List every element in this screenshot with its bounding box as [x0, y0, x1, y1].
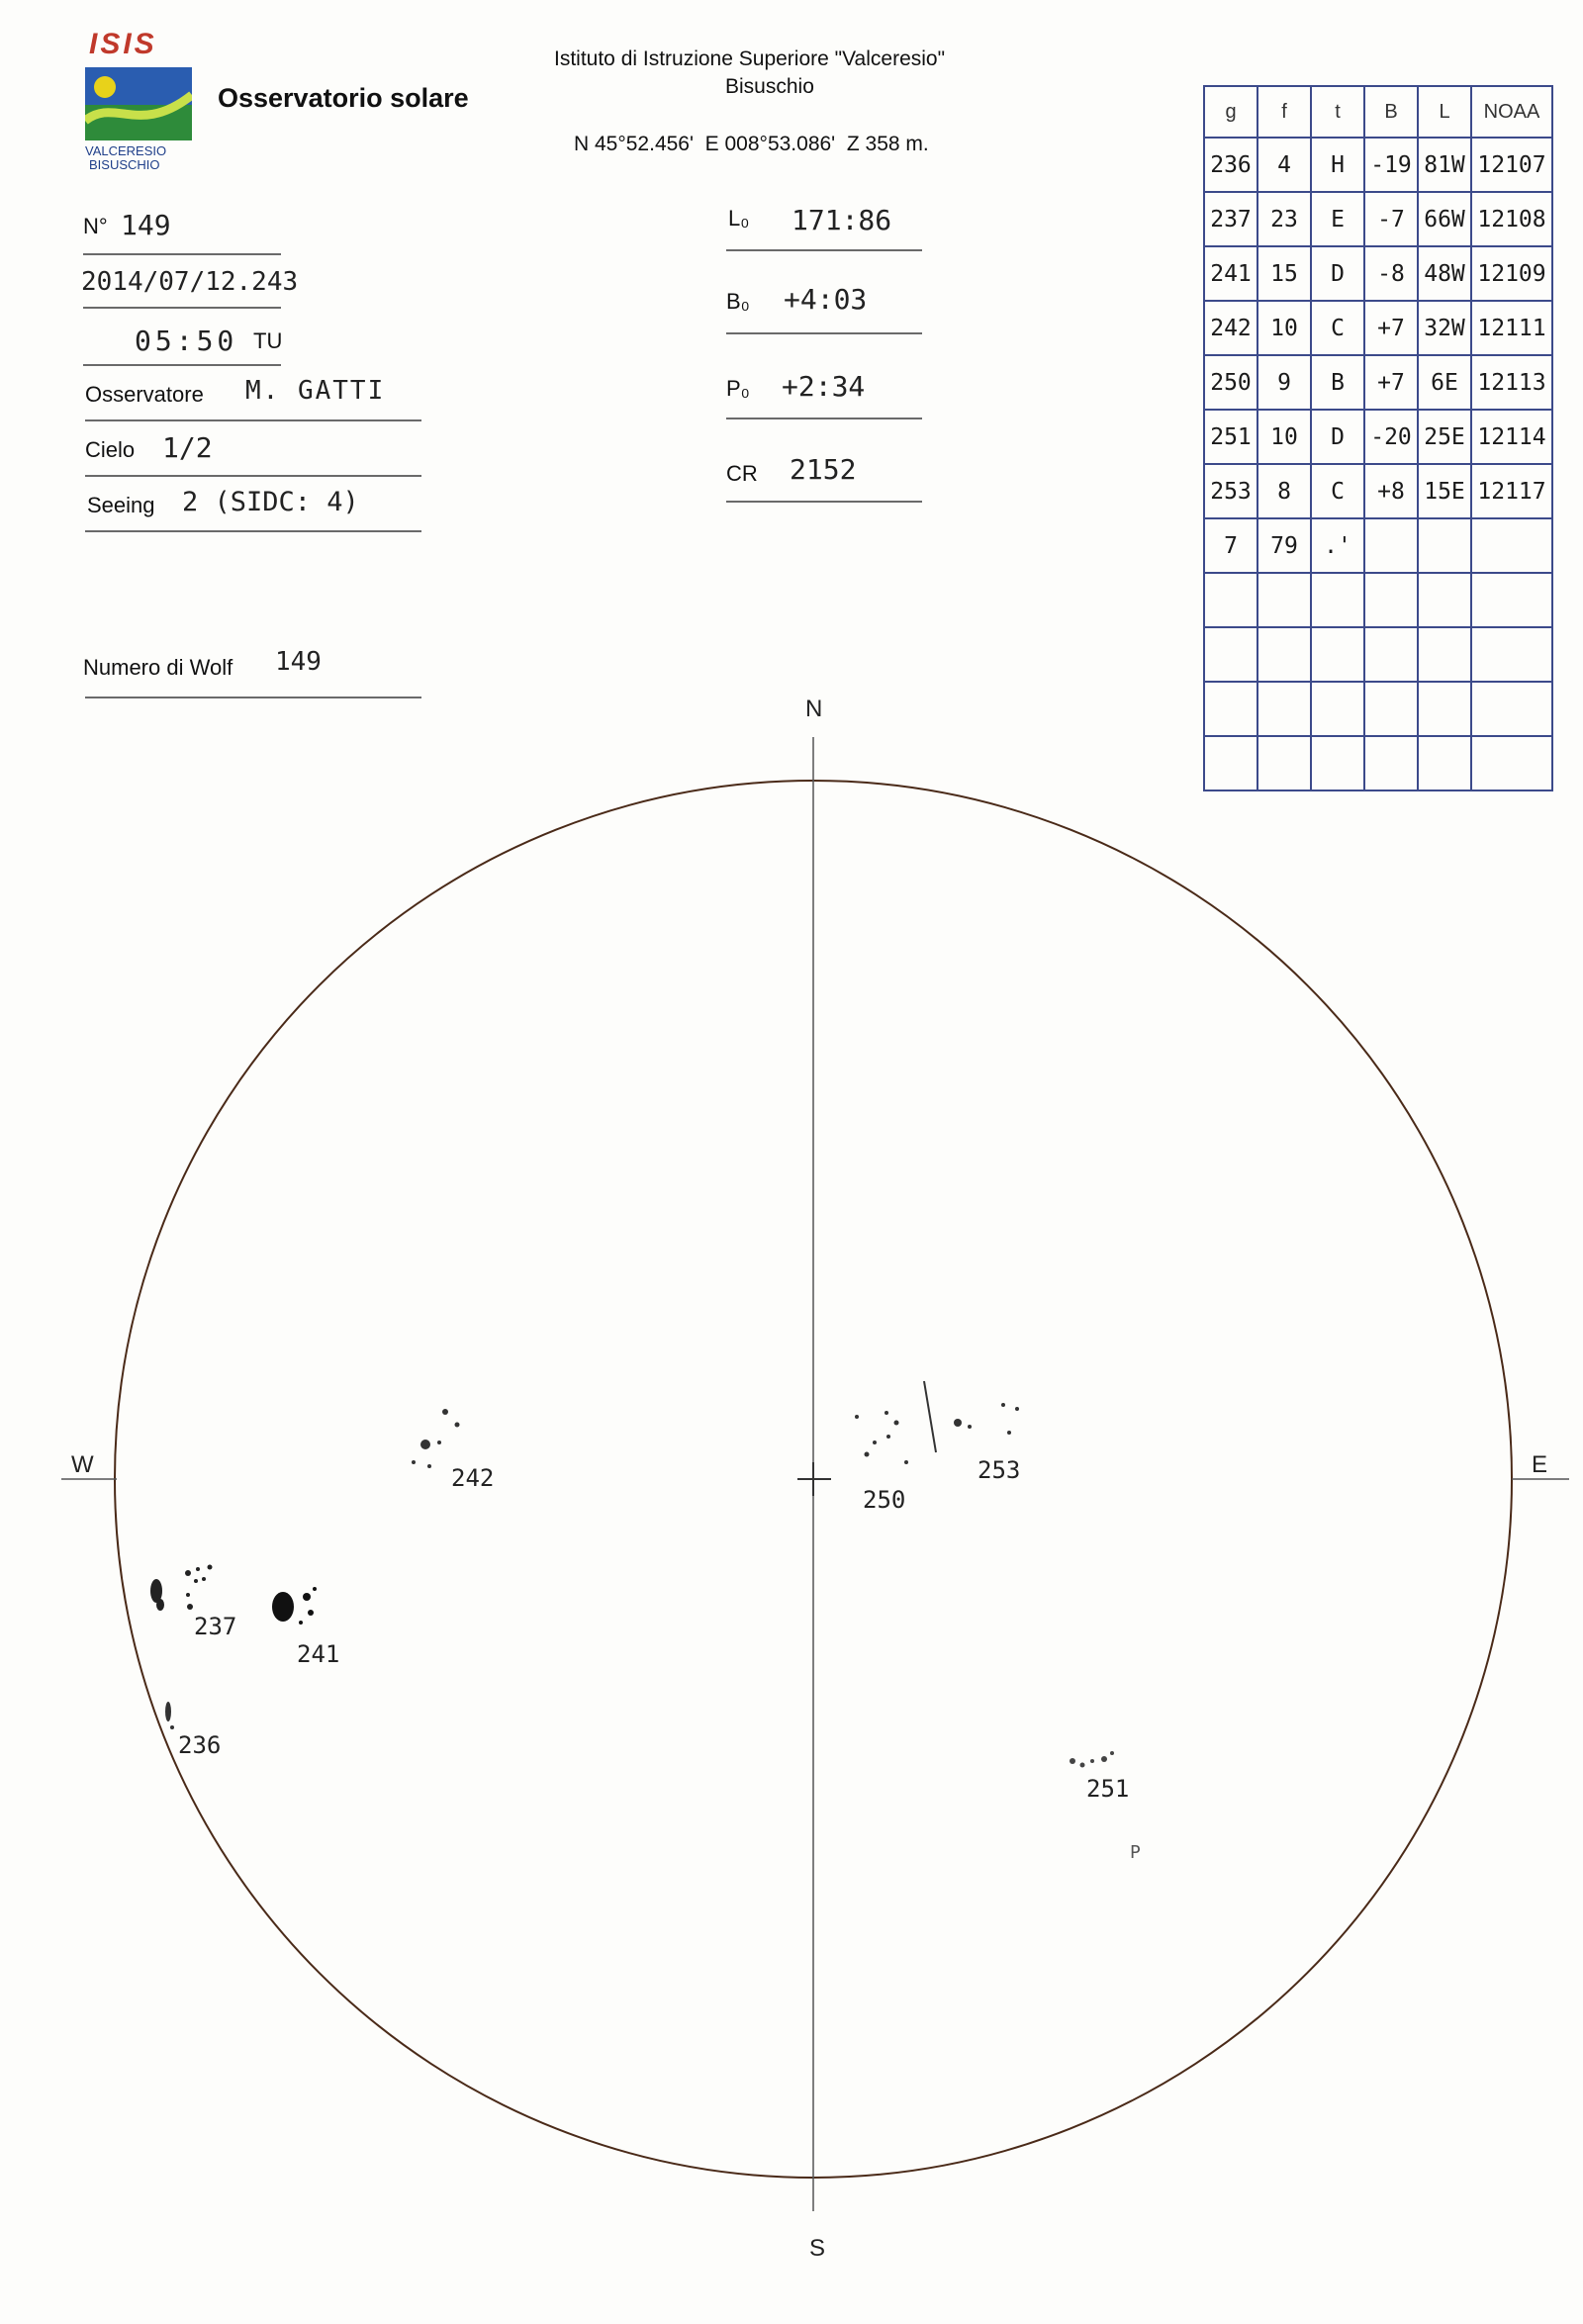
compass-north: N: [805, 696, 823, 722]
table-header-cell: L: [1418, 86, 1471, 138]
page-title: Osservatorio solare: [218, 83, 469, 113]
table-header-cell: g: [1204, 86, 1257, 138]
logo-line2: BISUSCHIO: [89, 157, 160, 172]
group-label-236: 236: [178, 1731, 222, 1759]
spot-group-236: [165, 1702, 174, 1729]
L0-value: 171:86: [792, 204, 892, 236]
table-cell: 12117: [1471, 464, 1552, 518]
note-p: P: [1130, 1842, 1141, 1863]
number-label: N°: [83, 214, 108, 238]
sky-value: 1/2: [162, 431, 213, 464]
table-cell: +7: [1364, 355, 1418, 410]
table-cell: 12107: [1471, 138, 1552, 192]
table-cell: D: [1311, 410, 1364, 464]
table-cell: C: [1311, 301, 1364, 355]
table-cell: 236: [1204, 138, 1257, 192]
table-cell: 250: [1204, 355, 1257, 410]
spot-group-242: [412, 1409, 460, 1468]
table-cell: 25E: [1418, 410, 1471, 464]
CR-label: CR: [726, 461, 758, 486]
B0-value: +4:03: [784, 283, 868, 316]
table-cell: +7: [1364, 301, 1418, 355]
wolf-label: Numero di Wolf: [83, 655, 233, 680]
group-label-241: 241: [297, 1640, 340, 1668]
observer-value: M. GATTI: [245, 376, 386, 406]
P0-value: +2:34: [782, 370, 866, 403]
sky-label: Cielo: [85, 437, 136, 462]
compass-south: S: [809, 2235, 826, 2262]
spot-group-253: [954, 1403, 1019, 1435]
table-cell: -8: [1364, 246, 1418, 301]
table-cell: 242: [1204, 301, 1257, 355]
institute-town: Bisuschio: [725, 75, 814, 98]
table-cell: 79: [1257, 518, 1311, 573]
seeing-value: 2 (SIDC: 4): [182, 487, 359, 517]
group-label-250: 250: [863, 1486, 906, 1514]
P0-label: P₀: [726, 376, 750, 401]
spot-group-251: [1070, 1751, 1114, 1768]
table-cell: 15E: [1418, 464, 1471, 518]
observatory-coords: N 45°52.456' E 008°53.086' Z 358 m.: [574, 133, 929, 155]
B0-label: B₀: [726, 289, 750, 314]
logo-word: ISIS: [89, 28, 157, 60]
time-unit: TU: [253, 328, 283, 353]
time-value: 05:50: [135, 325, 238, 357]
table-cell: 12109: [1471, 246, 1552, 301]
table-cell: -20: [1364, 410, 1418, 464]
CR-value: 2152: [790, 453, 857, 486]
table-cell: C: [1311, 464, 1364, 518]
table-cell: 8: [1257, 464, 1311, 518]
wolf-value: 149: [275, 647, 322, 677]
table-cell: 10: [1257, 301, 1311, 355]
table-header-cell: f: [1257, 86, 1311, 138]
table-cell: -7: [1364, 192, 1418, 246]
institute-name: Istituto di Istruzione Superiore "Valceresio": [554, 47, 946, 70]
table-cell: 81W: [1418, 138, 1471, 192]
table-cell: 7: [1204, 518, 1257, 573]
table-cell: 12114: [1471, 410, 1552, 464]
compass-west: W: [71, 1451, 94, 1478]
group-label-237: 237: [194, 1613, 237, 1640]
date-value: 2014/07/12.243: [81, 267, 299, 297]
table-cell: 251: [1204, 410, 1257, 464]
table-header-cell: NOAA: [1471, 86, 1552, 138]
seeing-label: Seeing: [87, 493, 155, 517]
table-cell: 23: [1257, 192, 1311, 246]
L0-label: L₀: [728, 206, 750, 231]
table-cell: 10: [1257, 410, 1311, 464]
table-cell: D: [1311, 246, 1364, 301]
table-cell: 12108: [1471, 192, 1552, 246]
compass-east: E: [1532, 1451, 1548, 1478]
table-cell: 4: [1257, 138, 1311, 192]
table-cell: 66W: [1418, 192, 1471, 246]
table-cell: .': [1311, 518, 1364, 573]
table-cell: -19: [1364, 138, 1418, 192]
table-header-cell: B: [1364, 86, 1418, 138]
spot-group-250: [855, 1381, 936, 1464]
table-header-cell: t: [1311, 86, 1364, 138]
table-cell: 15: [1257, 246, 1311, 301]
table-cell: 32W: [1418, 301, 1471, 355]
table-cell: 6E: [1418, 355, 1471, 410]
spot-group-241: [272, 1587, 317, 1625]
logo-line1: VALCERESIO: [85, 143, 167, 158]
spot-group-237: [150, 1565, 213, 1612]
group-label-253: 253: [978, 1456, 1021, 1484]
group-label-242: 242: [451, 1464, 495, 1492]
table-cell: H: [1311, 138, 1364, 192]
number-value: 149: [121, 209, 171, 241]
table-cell: B: [1311, 355, 1364, 410]
table-cell: E: [1311, 192, 1364, 246]
table-cell: 12113: [1471, 355, 1552, 410]
table-cell: 253: [1204, 464, 1257, 518]
table-cell: 241: [1204, 246, 1257, 301]
table-cell: 48W: [1418, 246, 1471, 301]
observer-label: Osservatore: [85, 382, 204, 407]
group-label-251: 251: [1086, 1775, 1130, 1803]
table-cell: +8: [1364, 464, 1418, 518]
table-cell: 12111: [1471, 301, 1552, 355]
table-cell: 9: [1257, 355, 1311, 410]
table-cell: 237: [1204, 192, 1257, 246]
